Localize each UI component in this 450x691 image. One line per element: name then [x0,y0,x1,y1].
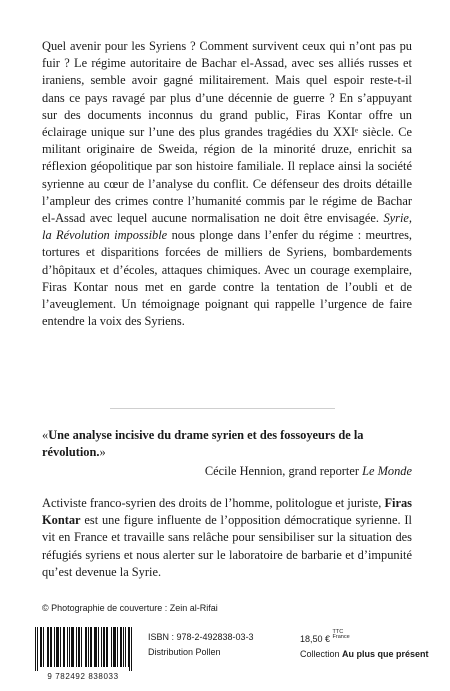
blurb-part-1: Quel avenir pour les Syriens ? Comment survivent ceux qui n’ont pas pu fuir ? Le régime autoritaire de Bachar el-Assad, avec ses alliés russes et iraniens, semble avoir gagné militairement. Mais quel espoir reste-t-il dans ce pays ravagé par plus d’une décennie de guerre ? En s’appuyant sur des documents inconnus du grand public, Firas Kontar offre un éclairage unique sur l’une des plus grandes tragédies du XXIᵉ siècle. Ce militant originaire de Sweida, région de la minorité druze, enrichit sa réflexion géopolitique par son histoire familiale. Il replace ainsi la société syrienne au cœur de l’analyse du conflit. Ce défenseur des droits détaille l’ampleur des crimes contre l’humanité commis par le régime de Bachar el-Assad avec lequel aucune normalisation ne doit être envisagée. [42,39,412,226]
collection-prefix: Collection [300,649,343,659]
barcode [32,627,134,683]
author-bio [42,495,412,581]
book-title: Syrie, la Révolution impossible [42,211,412,243]
author-name: Firas Kontar [42,496,412,528]
price-suffix-bottom: France [332,634,350,640]
price: 18,50 € [300,634,331,644]
blurb-part-2: nous plonge dans l’enfer du régime : meurtres, tortures et disparitions forcées de milliers de Syriens, bombardements d’hôpitaux et d’écoles, attaques chimiques. Avec un courage exemplaire, Firas Kontar nous met en garde contre la tentation de l’oubli et de l’aveuglement. Un témoignage poignant qui rappelle l’urgence de faire entendre la voix des Syriens. [42,228,413,329]
quote-attribution [42,463,412,480]
price-row [300,630,429,647]
attribution-author: Cécile Hennion, grand reporter [204,464,363,478]
press-quote [42,427,412,461]
divider [110,408,335,409]
price-collection-info [300,630,429,662]
bio-part-2: est une figure influente de l’opposition démocratique syrienne. Il vit en France et travaille sans relâche pour sensibiliser sur la situation des réfugiés syriens et nous alerter sur le laboratoire de barbarie et d’impunité qu’est devenue la Syrie. [42,513,412,579]
isbn: ISBN : 978-2-492838-03-3 [148,632,254,642]
photo-credit: © Photographie de couverture : Zein al-Rifai [42,603,218,613]
price-suffix-top: TTC [332,629,344,635]
price-suffix [333,630,350,640]
distribution: Distribution Pollen [148,647,221,657]
blurb-text [42,38,412,330]
quote-text: Une analyse incisive du drame syrien et des fossoyeurs de la révolution. [42,428,364,460]
quote-close-mark: » [99,445,106,460]
publication-info [148,630,254,660]
barcode-digits: 9 782492 838033 [47,672,119,681]
attribution-publication: Le Monde [362,464,412,478]
barcode-bars-icon [32,627,134,671]
quote-open-mark: « [42,428,49,442]
collection [300,647,429,662]
bio-part-1: Activiste franco-syrien des droits de l’homme, politologue et juriste, [42,496,385,510]
collection-name: Au plus que présent [342,649,429,659]
